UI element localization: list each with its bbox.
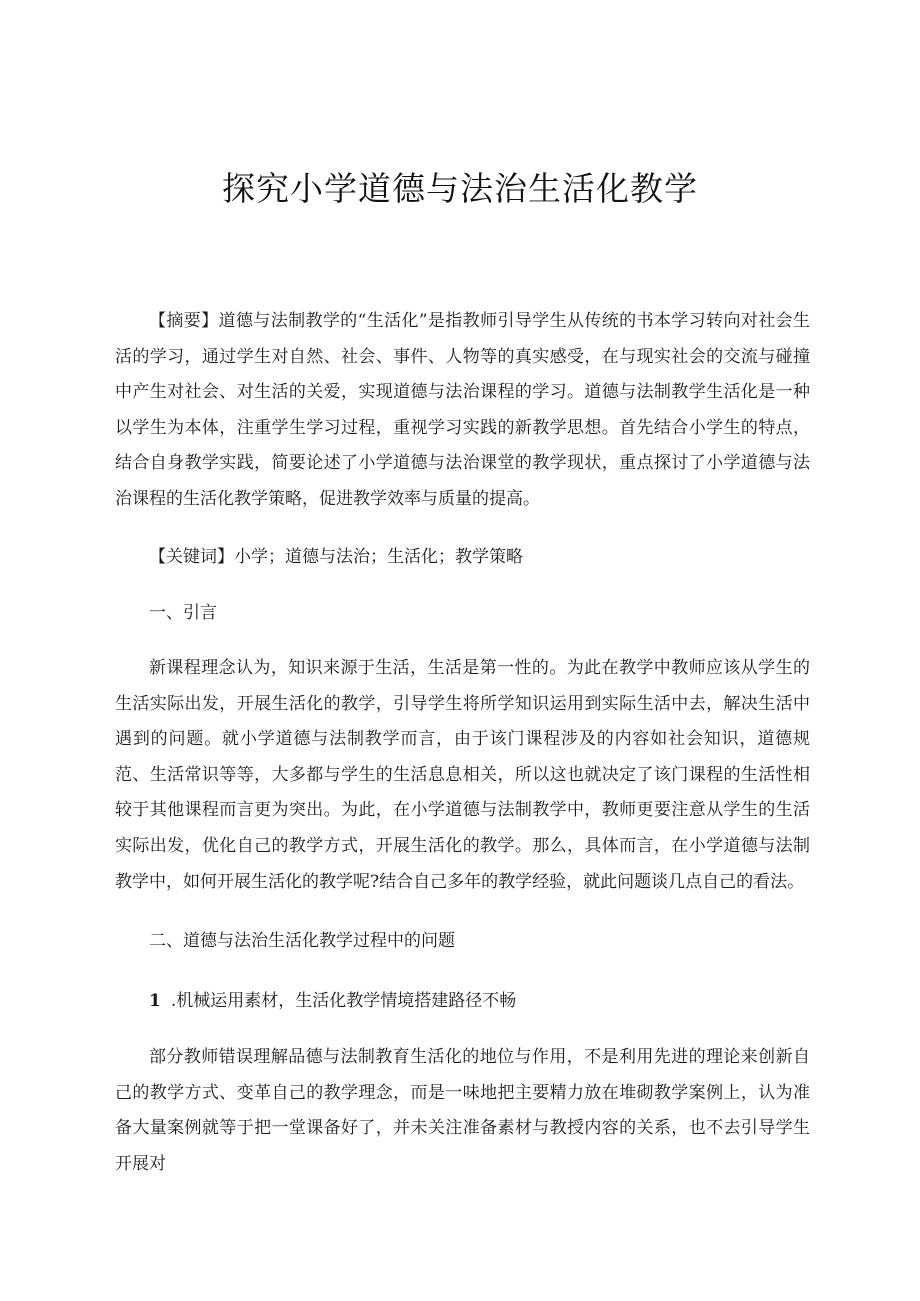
subsection-heading-1 bbox=[149, 986, 516, 1016]
section-heading-problems: 二、道德与法治生活化教学过程中的问题 bbox=[149, 931, 455, 951]
keywords-line: 【关键词】小学；道德与法治；生活化；教学策略 bbox=[149, 547, 523, 567]
subsection-number: 1 bbox=[149, 991, 161, 1011]
subsection-1-paragraph: 部分教师错误理解品德与法制教育生活化的地位与作用，不是利用先进的理论来创新自己的教学方式、变革自己的教学理念，而是一味地把主要精力放在堆砌教学案例上，认为准备大量案例就等于把一堂课备好了，并未关注准备素材与教授内容的关系，也不去引导学生开展对 bbox=[115, 1047, 810, 1174]
introduction-paragraph: 新课程理念认为，知识来源于生活，生活是第一性的。为此在教学中教师应该从学生的生活实际出发，开展生活化的教学，引导学生将所学知识运用到实际生活中去，解决生活中遇到的问题。就小学道德与法制教学而言，由于该门课程涉及的内容如社会知识，道德规范、生活常识等等，大多都与学生的生活息息相关，所以这也就决定了该门课程的生活性相较于其他课程而言更为突出。为此，在小学道德与法制教学中，教师更要注意从学生的生活实际出发，优化自己的教学方式，开展生活化的教学。那么，具体而言，在小学道德与法制教学中，如何开展生活化的教学呢?结合自己多年的教学经验，就此问题谈几点自己的看法。 bbox=[115, 658, 810, 892]
document-title: 探究小学道德与法治生活化教学 bbox=[222, 169, 698, 208]
subsection-title: .机械运用素材，生活化教学情境搭建路径不畅 bbox=[170, 991, 517, 1011]
section-heading-introduction: 一、引言 bbox=[149, 603, 217, 623]
abstract-paragraph: 【摘要】道德与法制教学的“生活化”是指教师引导学生从传统的书本学习转向对社会生活的学习，通过学生对自然、社会、事件、人物等的真实感受，在与现实社会的交流与碰撞中产生对社会、对生活的关爱，实现道德与法治课程的学习。道德与法制教学生活化是一种以学生为本体，注重学生学习过程，重视学习实践的新教学思想。首先结合小学生的特点，结合自身教学实践，简要论述了小学道德与法治课堂的教学现状，重点探讨了小学道德与法治课程的生活化教学策略，促进教学效率与质量的提高。 bbox=[115, 311, 810, 509]
